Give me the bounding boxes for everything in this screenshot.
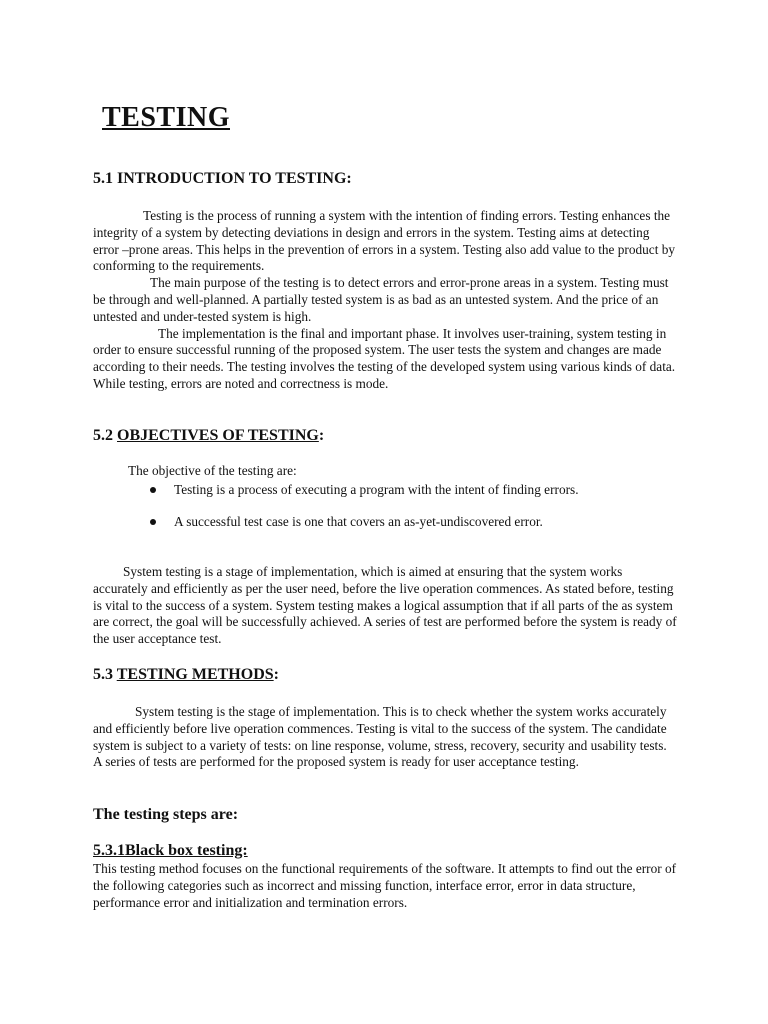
- section-colon: :: [273, 666, 279, 683]
- methods-paragraph: System testing is the stage of implementation. This is to check whether the system works accurately and efficiently before live operation commences. Testing is vital to the success of the system. The candidate system is subject to a variety of tests: on line response, volume, stress, recovery, security and usability tests. A series of tests are performed for the proposed system is ready for user acceptance testing.: [93, 704, 667, 770]
- section-5-1-body: [93, 208, 678, 393]
- section-number: 5.3: [93, 666, 117, 683]
- section-5-2-body: [93, 564, 678, 648]
- bullet-text: A successful test case is one that covers an as-yet-undiscovered error.: [174, 514, 543, 529]
- section-heading-5-1: 5.1 INTRODUCTION TO TESTING:: [93, 170, 352, 187]
- bullet-icon: [150, 519, 156, 525]
- intro-paragraph-2: The main purpose of the testing is to detect errors and error-prone areas in a system. Testing must be through and well-planned. A partially tested system is as bad as an untested system. And the price of an untested and under-tested system is high.: [93, 275, 669, 324]
- page-title: TESTING: [102, 102, 230, 133]
- section-title: OBJECTIVES OF TESTING: [117, 427, 319, 444]
- intro-paragraph-1: Testing is the process of running a system with the intention of finding errors. Testing enhances the integrity of a system by detecting deviations in design and errors in the system. Testing aims at detecting error –prone areas. This helps in the prevention of errors in a system. Testing also add value to the product by conforming to the requirements.: [93, 208, 676, 274]
- section-5-3-body: [93, 704, 678, 771]
- black-box-body: [93, 861, 678, 911]
- list-item: [150, 514, 543, 530]
- intro-paragraph-3: The implementation is the final and important phase. It involves user-training, system testing in order to ensure successful running of the proposed system. The user tests the system and changes are made according to their needs. The testing involves the testing of the developed system using various kinds of data. While testing, errors are noted and correctness is mode.: [93, 325, 676, 391]
- objectives-paragraph: System testing is a stage of implementation, which is aimed at ensuring that the system works accurately and efficiently as per the user need, before the live operation commences. As stated before, testing is vital to the success of a system. System testing makes a logical assumption that if all parts of the as system are correct, the goal will be successfully achieved. A series of test are performed before the system is ready of the user acceptance test.: [93, 564, 677, 647]
- black-box-heading: 5.3.1Black box testing:: [93, 842, 248, 859]
- bullet-icon: [150, 487, 156, 493]
- section-number: 5.2: [93, 427, 117, 444]
- list-item: [150, 482, 579, 498]
- section-heading-5-3: [93, 666, 279, 684]
- section-colon: :: [318, 427, 325, 444]
- black-box-paragraph: This testing method focuses on the functional requirements of the software. It attempts to find out the error of the following categories such as incorrect and missing function, interface error, error in data structure, performance error and initialization and termination errors.: [93, 861, 677, 910]
- testing-steps-heading: The testing steps are:: [93, 806, 239, 823]
- bullet-text: Testing is a process of executing a program with the intent of finding errors.: [174, 482, 579, 497]
- section-heading-5-2: [93, 427, 324, 445]
- objectives-lead: The objective of the testing are:: [128, 463, 297, 478]
- section-title: TESTING METHODS: [116, 666, 274, 683]
